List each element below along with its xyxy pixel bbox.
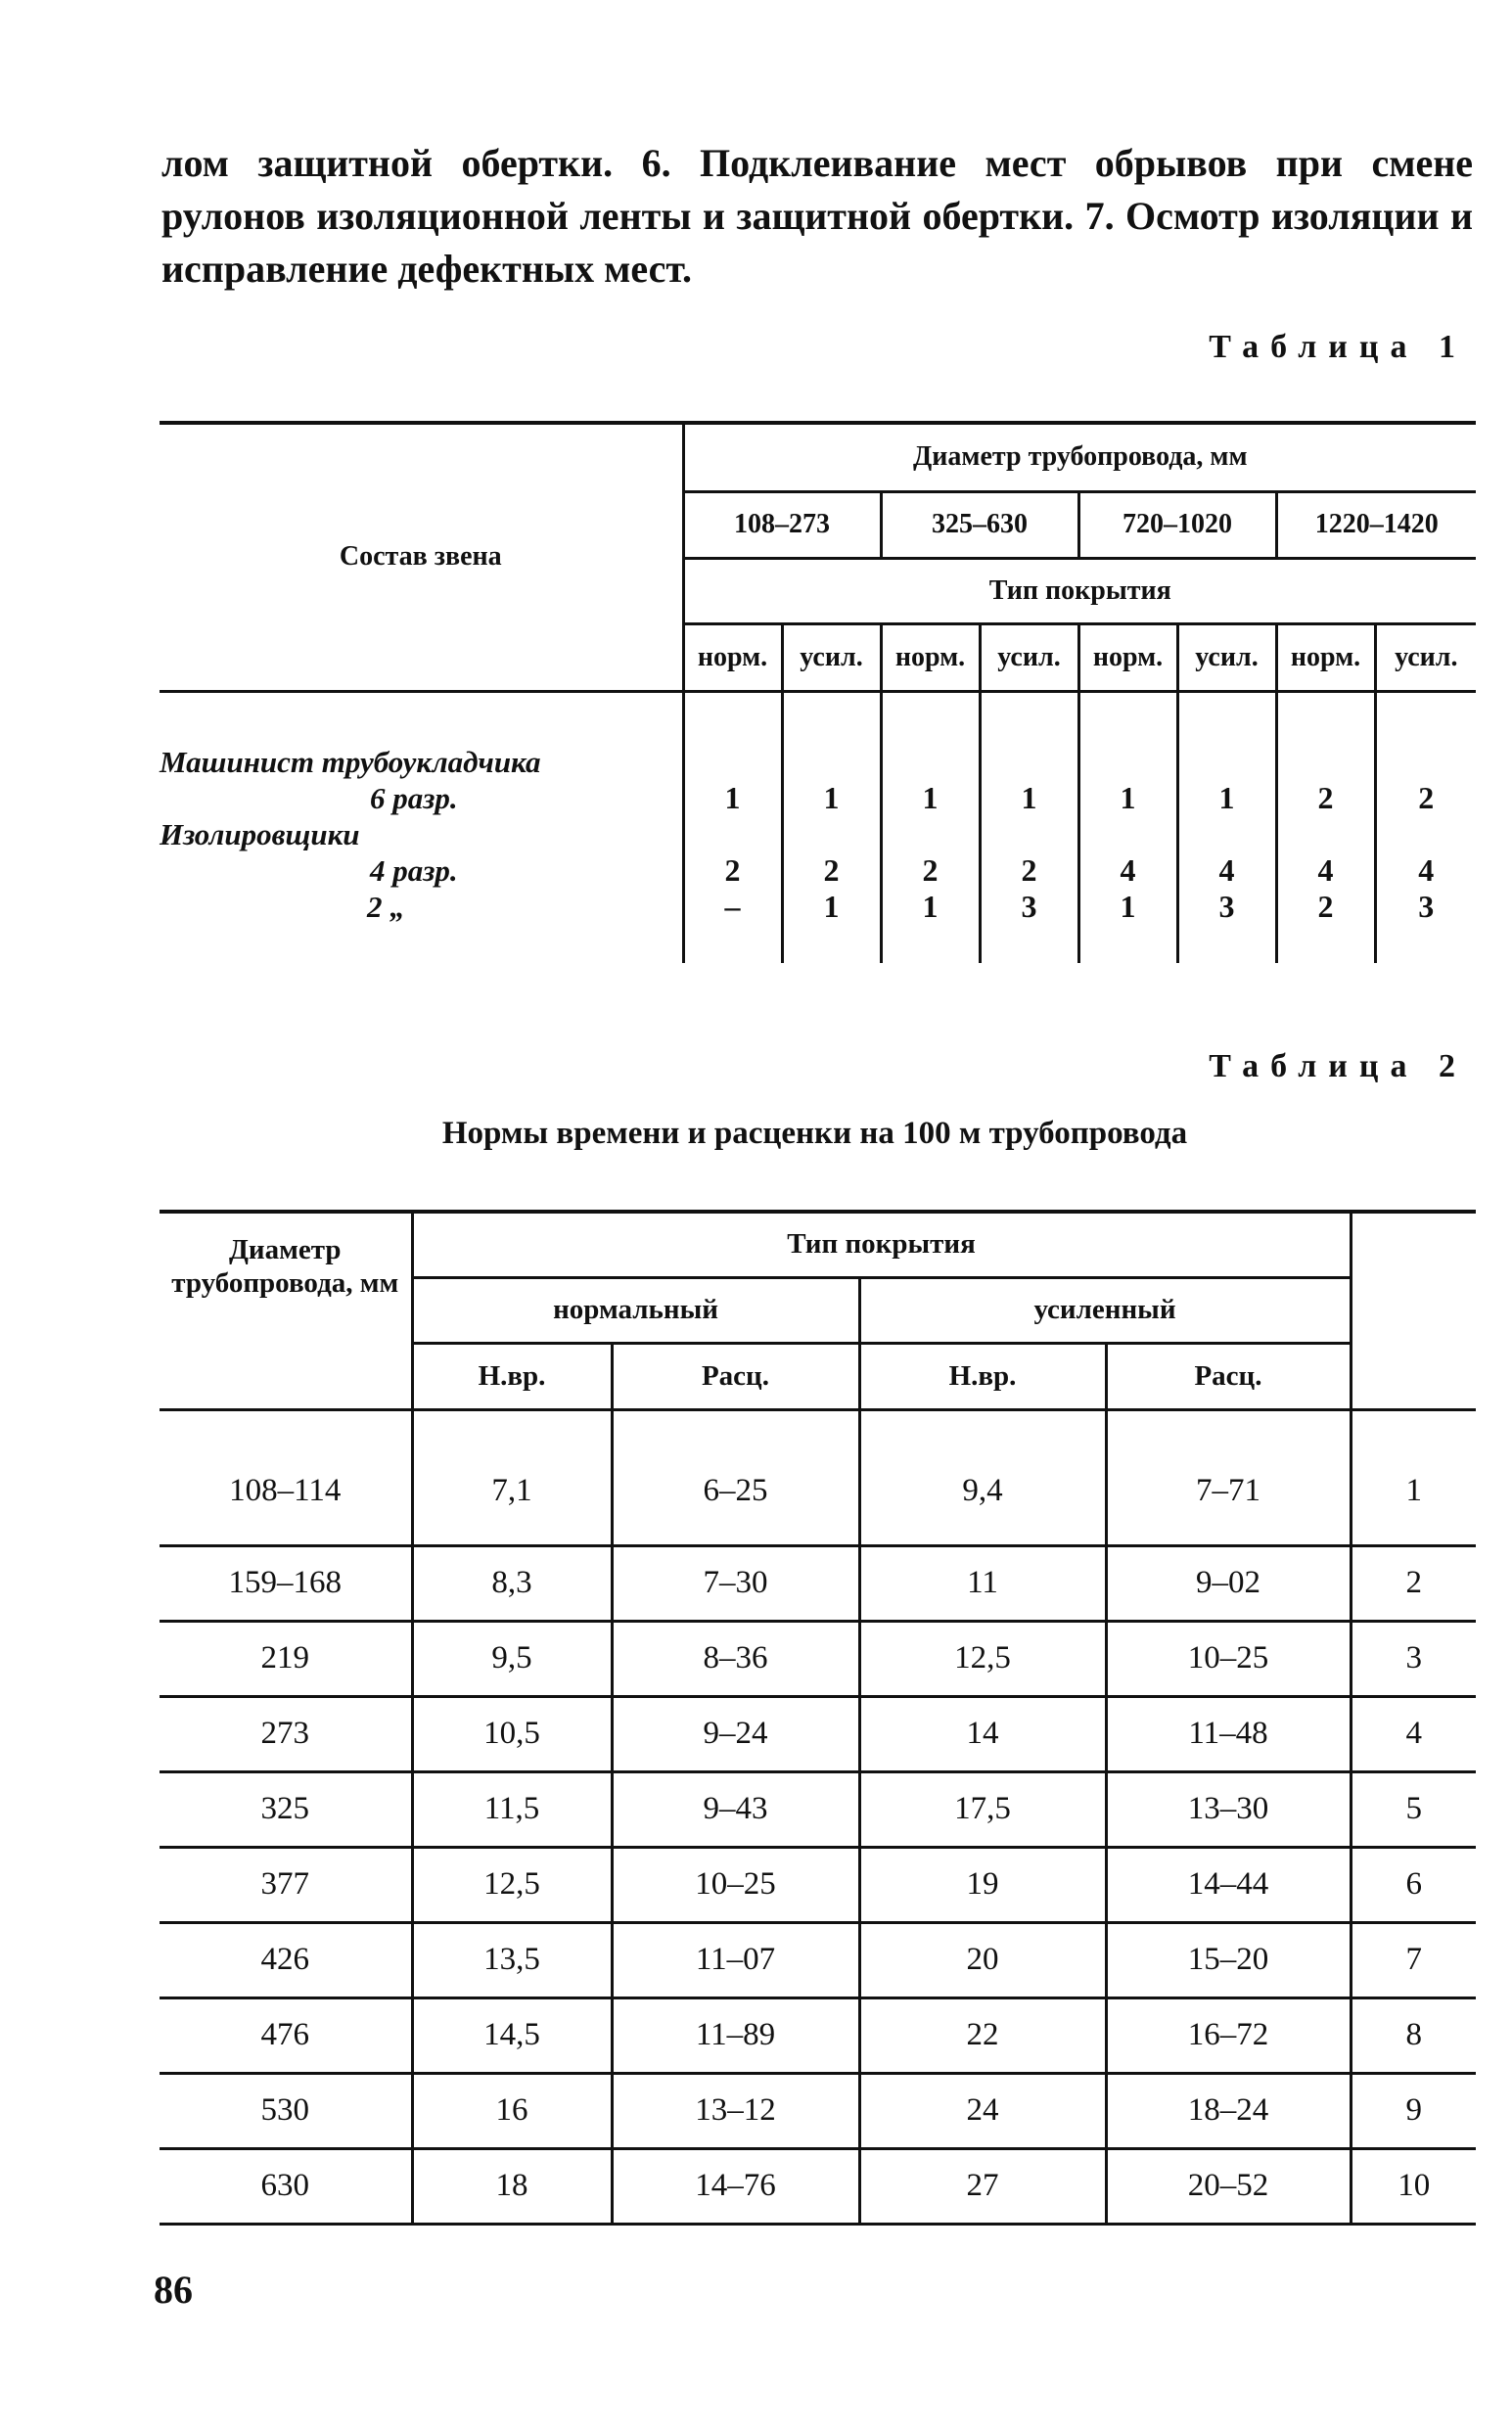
t1-value-col — [1078, 691, 1177, 963]
t2-r1: 7–30 — [612, 1545, 859, 1621]
t2-diameter: 108–114 — [160, 1409, 412, 1545]
t1-cell: 1 — [724, 779, 741, 815]
t1-cell: 2 — [1418, 779, 1435, 815]
t2-r2: 10–25 — [1106, 1621, 1351, 1696]
t1-range: 108–273 — [683, 491, 881, 558]
t2-nvr1: 9,5 — [412, 1621, 612, 1696]
t2-col-diameter: Диаметр трубопровода, мм — [160, 1212, 412, 1409]
t1-coating-type: норм. — [1078, 623, 1177, 691]
t2-row-number: 8 — [1351, 1997, 1476, 2073]
t2-rasc-header: Расц. — [612, 1343, 859, 1409]
t1-cell: 1 — [1021, 779, 1037, 815]
t1-value-col — [980, 691, 1078, 963]
t1-value-col — [782, 691, 881, 963]
table-1 — [160, 421, 1476, 963]
t2-nvr1: 16 — [412, 2073, 612, 2148]
table2-title: Нормы времени и расценки на 100 м трубопровода — [441, 1116, 1188, 1151]
t2-row-number: 10 — [1351, 2148, 1476, 2224]
t2-nvr2: 24 — [859, 2073, 1106, 2148]
table-row — [160, 1545, 1476, 1621]
t2-r1: 10–25 — [612, 1847, 859, 1922]
t1-cell: 3 — [1418, 888, 1435, 924]
t1-value-col — [683, 691, 782, 963]
t1-cell: 1 — [922, 888, 939, 924]
t2-r2: 15–20 — [1106, 1922, 1351, 1997]
t2-diameter: 273 — [160, 1696, 412, 1771]
t2-r1: 9–24 — [612, 1696, 859, 1771]
table-row — [160, 2073, 1476, 2148]
table-row — [160, 1997, 1476, 2073]
t2-nvr-header: Н.вр. — [859, 1343, 1106, 1409]
t2-nvr2: 17,5 — [859, 1771, 1106, 1847]
t2-r1: 9–43 — [612, 1771, 859, 1847]
t2-r2: 13–30 — [1106, 1771, 1351, 1847]
t2-diameter: 426 — [160, 1922, 412, 1997]
t2-r2: 9–02 — [1106, 1545, 1351, 1621]
t2-r1: 6–25 — [612, 1409, 859, 1545]
t1-cell: 4 — [1418, 851, 1435, 888]
t1-cell: 2 — [922, 851, 939, 888]
t1-diameter-header: Диаметр трубопровода, мм — [683, 423, 1476, 491]
t1-coating-type: норм. — [683, 623, 782, 691]
t1-value-col — [1375, 691, 1476, 963]
t2-nvr1: 13,5 — [412, 1922, 612, 1997]
t2-r1: 11–89 — [612, 1997, 859, 2073]
t1-cell: 4 — [1317, 851, 1334, 888]
t2-nvr-header: Н.вр. — [412, 1343, 612, 1409]
table-2 — [160, 1210, 1476, 2226]
t1-value-col — [1177, 691, 1276, 963]
t2-nvr2: 19 — [859, 1847, 1106, 1922]
t1-coating-type: усил. — [1375, 623, 1476, 691]
t1-cell: 1 — [1120, 779, 1136, 815]
table-row — [160, 2148, 1476, 2224]
t1-value-col — [881, 691, 980, 963]
t2-r2: 14–44 — [1106, 1847, 1351, 1922]
t2-r1: 14–76 — [612, 2148, 859, 2224]
t1-cell: 1 — [1218, 779, 1235, 815]
t2-nvr1: 10,5 — [412, 1696, 612, 1771]
table-row — [160, 1922, 1476, 1997]
t2-row-number: 6 — [1351, 1847, 1476, 1922]
table-row — [160, 1621, 1476, 1696]
t2-diameter: 476 — [160, 1997, 412, 2073]
t1-cell: 3 — [1218, 888, 1235, 924]
t2-diameter: 530 — [160, 2073, 412, 2148]
page-number: 86 — [154, 2268, 193, 2312]
t1-range: 720–1020 — [1078, 491, 1276, 558]
t1-cell: 2 — [724, 851, 741, 888]
table2-caption: Таблица 2 — [1209, 1048, 1467, 1084]
t2-r2: 7–71 — [1106, 1409, 1351, 1545]
t2-nvr2: 9,4 — [859, 1409, 1106, 1545]
t2-row-number: 3 — [1351, 1621, 1476, 1696]
t1-cell: 1 — [922, 779, 939, 815]
t2-row-number: 1 — [1351, 1409, 1476, 1545]
t2-r2: 18–24 — [1106, 2073, 1351, 2148]
t1-coating-type: норм. — [881, 623, 980, 691]
t1-coating-type: усил. — [980, 623, 1078, 691]
t2-nvr1: 7,1 — [412, 1409, 612, 1545]
t1-cell: 2 — [1317, 779, 1334, 815]
t1-cell: 4 — [1218, 851, 1235, 888]
t2-nvr1: 11,5 — [412, 1771, 612, 1847]
t2-row-number: 9 — [1351, 2073, 1476, 2148]
t2-nvr2: 12,5 — [859, 1621, 1106, 1696]
t1-cell: 2 — [1021, 851, 1037, 888]
intro-paragraph: лом защитной обертки. 6. Подклеивание мест обрывов при смене рулонов изоляционной ленты и защитной обертки. 7. Осмотр изоляции и исправление дефектных мест. — [161, 141, 1473, 291]
t2-nvr1: 18 — [412, 2148, 612, 2224]
table1-caption: Таблица 1 — [1209, 329, 1467, 365]
t2-nvr1: 14,5 — [412, 1997, 612, 2073]
t2-r1: 11–07 — [612, 1922, 859, 1997]
t2-blank-header — [1351, 1212, 1476, 1409]
t1-cell: 2 — [1317, 888, 1334, 924]
t2-nvr2: 27 — [859, 2148, 1106, 2224]
t2-row-number: 5 — [1351, 1771, 1476, 1847]
t2-nvr1: 8,3 — [412, 1545, 612, 1621]
t2-nvr2: 14 — [859, 1696, 1106, 1771]
t1-coating-type: усил. — [782, 623, 881, 691]
t2-diameter: 377 — [160, 1847, 412, 1922]
table-row — [160, 1696, 1476, 1771]
t2-diameter: 630 — [160, 2148, 412, 2224]
table-row — [160, 1847, 1476, 1922]
t2-diameter: 159–168 — [160, 1545, 412, 1621]
table-row — [160, 1771, 1476, 1847]
t2-nvr2: 22 — [859, 1997, 1106, 2073]
t2-r2: 16–72 — [1106, 1997, 1351, 2073]
t2-normal-header: нормальный — [412, 1277, 859, 1343]
t2-r1: 13–12 — [612, 2073, 859, 2148]
t2-r2: 11–48 — [1106, 1696, 1351, 1771]
t2-reinforced-header: усиленный — [859, 1277, 1351, 1343]
t1-cell: 4 — [1120, 851, 1136, 888]
t1-cell: 1 — [1120, 888, 1136, 924]
t1-row-label: Изолировщики — [160, 816, 360, 851]
t2-diameter: 219 — [160, 1621, 412, 1696]
t1-row-labels — [160, 691, 683, 963]
t2-r1: 8–36 — [612, 1621, 859, 1696]
t2-row-number: 2 — [1351, 1545, 1476, 1621]
t1-range: 1220–1420 — [1276, 491, 1476, 558]
t1-cell: 1 — [823, 779, 840, 815]
t1-row-label: 2 „ — [367, 889, 405, 924]
t1-coating-header: Тип покрытия — [683, 558, 1476, 623]
t1-cell: 3 — [1021, 888, 1037, 924]
t1-col-header: Состав звена — [160, 423, 683, 691]
t2-diameter: 325 — [160, 1771, 412, 1847]
t1-coating-type: усил. — [1177, 623, 1276, 691]
t1-row-label: Машинист трубоукладчика — [160, 744, 541, 779]
t1-cell: 2 — [823, 851, 840, 888]
t1-row-label: 4 разр. — [370, 852, 458, 888]
t2-nvr1: 12,5 — [412, 1847, 612, 1922]
t1-coating-type: норм. — [1276, 623, 1375, 691]
t2-nvr2: 11 — [859, 1545, 1106, 1621]
t1-range: 325–630 — [881, 491, 1078, 558]
t1-cell: 1 — [823, 888, 840, 924]
t2-coating-header: Тип покрытия — [412, 1212, 1351, 1277]
t2-rasc-header: Расц. — [1106, 1343, 1351, 1409]
t2-nvr2: 20 — [859, 1922, 1106, 1997]
t1-cell: – — [724, 888, 741, 924]
t2-row-number: 7 — [1351, 1922, 1476, 1997]
t2-r2: 20–52 — [1106, 2148, 1351, 2224]
t1-row-label: 6 разр. — [370, 780, 458, 815]
t2-row-number: 4 — [1351, 1696, 1476, 1771]
table-row — [160, 1409, 1476, 1545]
t1-value-col — [1276, 691, 1375, 963]
